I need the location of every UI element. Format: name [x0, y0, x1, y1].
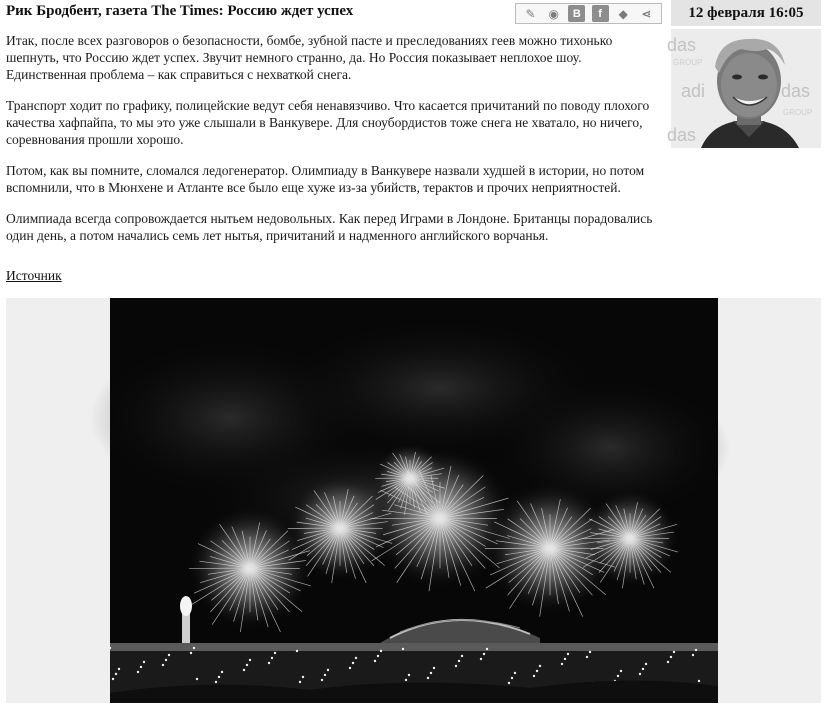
backdrop-text: GROUP: [783, 108, 812, 117]
article-paragraph: Итак, после всех разговоров о безопасности, бомбе, зубной пасте и преследованиях геев можно тихонько шепнуть, что Россию ждет успех. Звучит немного странно, да. Но Россия показывает неплохое шоу. Единственная проблема – как справиться с нехваткой снега.: [6, 32, 664, 83]
article-paragraph: Олимпиада всегда сопровождается нытьем недовольных. Как перед Играми в Лондоне. Британцы порадовались один день, а потом начались семь лет нытья, причитаний и надменного английского ворчанья.: [6, 210, 664, 244]
author-portrait: [671, 29, 821, 148]
backdrop-text: GROUP: [673, 58, 702, 67]
cube-icon[interactable]: ◆: [615, 5, 632, 22]
article-body: [6, 32, 664, 258]
backdrop-text: das: [667, 125, 696, 145]
facebook-icon[interactable]: f: [592, 5, 609, 22]
backdrop-text: adi: [681, 81, 705, 101]
photo-frame: [6, 298, 821, 703]
backdrop-text: das: [781, 81, 810, 101]
author-portrait-image: [671, 29, 821, 148]
article-paragraph: Потом, как вы помните, сломался ледогенератор. Олимпиаду в Ванкувере назвали худшей в истории, но потом вспомнили, что в Мюнхене и Атланте все было еще хуже из-за убийств, терактов и прочих неприятностей.: [6, 162, 664, 196]
backdrop-text: das: [667, 35, 696, 55]
article-title: Рик Бродбент, газета The Times: Россию ждет успех: [6, 3, 353, 20]
fireworks-photo: [110, 298, 718, 703]
share-icon[interactable]: ⋖: [638, 5, 655, 22]
vkontakte-icon[interactable]: B: [568, 5, 585, 22]
article-paragraph: Транспорт ходит по графику, полицейские ведут себя ненавязчиво. Что касается причитаний по поводу плохого качества хафпайпа, то мы это уже слышали в Ванкувере. Для сноубордистов тоже снега не хватало, но ничего, соревнования прошли хорошо.: [6, 97, 664, 148]
source-link[interactable]: Источник: [6, 268, 62, 284]
publish-date: 12 февраля 16:05: [671, 0, 821, 26]
eye-icon[interactable]: ◉: [545, 5, 562, 22]
pencil-icon[interactable]: ✎: [522, 5, 539, 22]
fireworks-image: [110, 298, 718, 703]
share-toolbar: [515, 3, 662, 24]
